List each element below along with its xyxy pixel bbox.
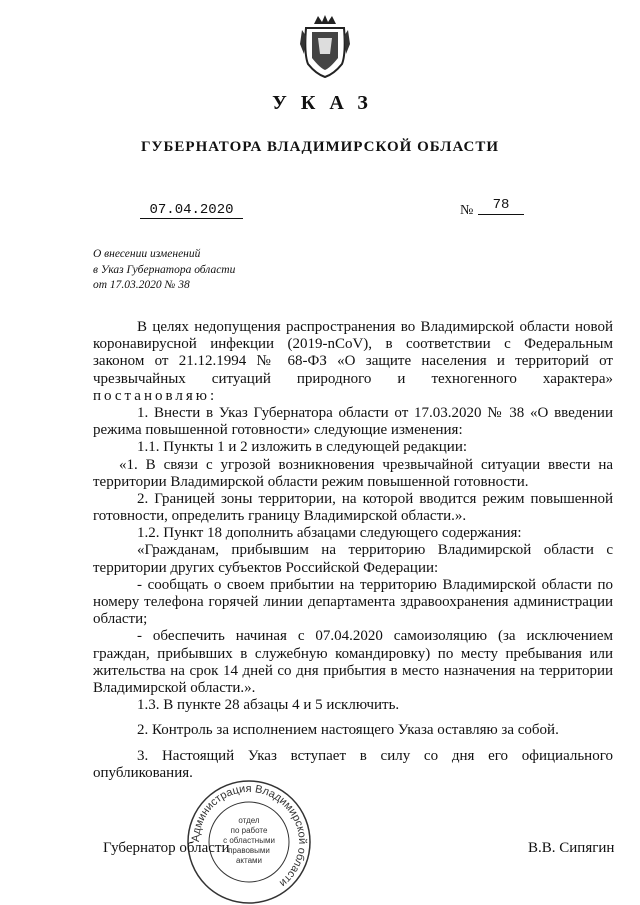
stamp-ring-text: Администрация Владимирской области bbox=[189, 782, 309, 890]
body-line: опубликования. bbox=[93, 764, 193, 781]
stamp-center-line: актами bbox=[235, 856, 263, 865]
stamp-center-line: правовыми bbox=[228, 846, 270, 855]
body-line: жительства на срок 14 дней со дня прибытия в место назначения на территории bbox=[93, 662, 613, 679]
stamp-center-line: с областными bbox=[223, 836, 275, 845]
document-about bbox=[93, 247, 235, 294]
body-line: постановляю: bbox=[93, 387, 218, 404]
body-line: чрезвычайных ситуаций природного и техногенного характера» bbox=[93, 370, 613, 387]
signature-name: В.В. Сипягин bbox=[528, 840, 615, 856]
body-line: 1.3. В пункте 28 абзацы 4 и 5 исключить. bbox=[137, 697, 400, 714]
body-line: номеру телефона горячей линии департамента здравоохранения администрации bbox=[93, 594, 613, 610]
body-line: «1. В связи с угрозой возникновения чрезвычайной ситуации ввести на bbox=[119, 456, 613, 473]
document-title: УКАЗ bbox=[272, 92, 382, 114]
document-body bbox=[93, 319, 613, 782]
about-line: в Указ Губернатора области bbox=[93, 263, 236, 276]
body-line: Владимирской области.». bbox=[93, 679, 256, 696]
body-line: 2. Границей зоны территории, на которой вводится режим повышенной bbox=[137, 490, 613, 507]
signature-position: Губернатор области bbox=[103, 840, 230, 856]
about-line: О внесении изменений bbox=[93, 248, 201, 260]
document-subtitle: ГУБЕРНАТОРА ВЛАДИМИРСКОЙ ОБЛАСТИ bbox=[140, 139, 500, 155]
body-line: «Гражданам, прибывшим на территорию Владимирской области с bbox=[137, 542, 613, 559]
body-line: территории Владимирской области режим повышенной готовности. bbox=[93, 473, 529, 490]
body-line: 1.1. Пункты 1 и 2 изложить в следующей редакции: bbox=[137, 439, 468, 456]
body-line: готовности, определить границу Владимирской области.». bbox=[93, 508, 467, 525]
body-line: 1. Внести в Указ Губернатора области от 17.03.2020 № 38 «О введении bbox=[137, 404, 613, 421]
document-date: 07.04.2020 bbox=[140, 202, 243, 219]
body-line: 3. Настоящий Указ вступает в силу со дня его официального bbox=[137, 747, 613, 764]
body-line: В целях недопущения распространения во Владимирской области новой bbox=[137, 319, 613, 335]
body-line: 1.2. Пункт 18 дополнить абзацами следующего содержания: bbox=[137, 525, 522, 542]
body-line: территории других субъектов Российской Федерации: bbox=[93, 559, 439, 576]
body-line: граждан, прибывших в служебную командировку) по месту пребывания или bbox=[93, 645, 613, 662]
body-line: коронавирусной инфекции (2019-nCoV), в соответствии с Федеральным bbox=[93, 336, 613, 353]
body-line: законом от 21.12.1994 № 68-ФЗ «О защите населения и территорий от bbox=[93, 353, 613, 370]
stamp-center-line: по работе bbox=[230, 826, 268, 835]
stamp-center-line: отдел bbox=[238, 816, 260, 825]
number-symbol: № bbox=[460, 203, 474, 218]
body-line: - обеспечить начиная с 07.04.2020 самоизоляцию (за исключением bbox=[137, 628, 613, 645]
about-line: от 17.03.2020 № 38 bbox=[93, 279, 190, 291]
body-line: области; bbox=[93, 611, 148, 628]
body-line: режима повышенной готовности» следующие изменения: bbox=[93, 422, 463, 439]
body-line: 2. Контроль за исполнением настоящего Указа оставляю за собой. bbox=[137, 722, 559, 739]
document-number: 78 bbox=[478, 196, 524, 215]
body-line: - сообщать о своем прибытии на территорию Владимирской области по bbox=[137, 576, 613, 593]
coat-of-arms-icon bbox=[300, 14, 350, 78]
